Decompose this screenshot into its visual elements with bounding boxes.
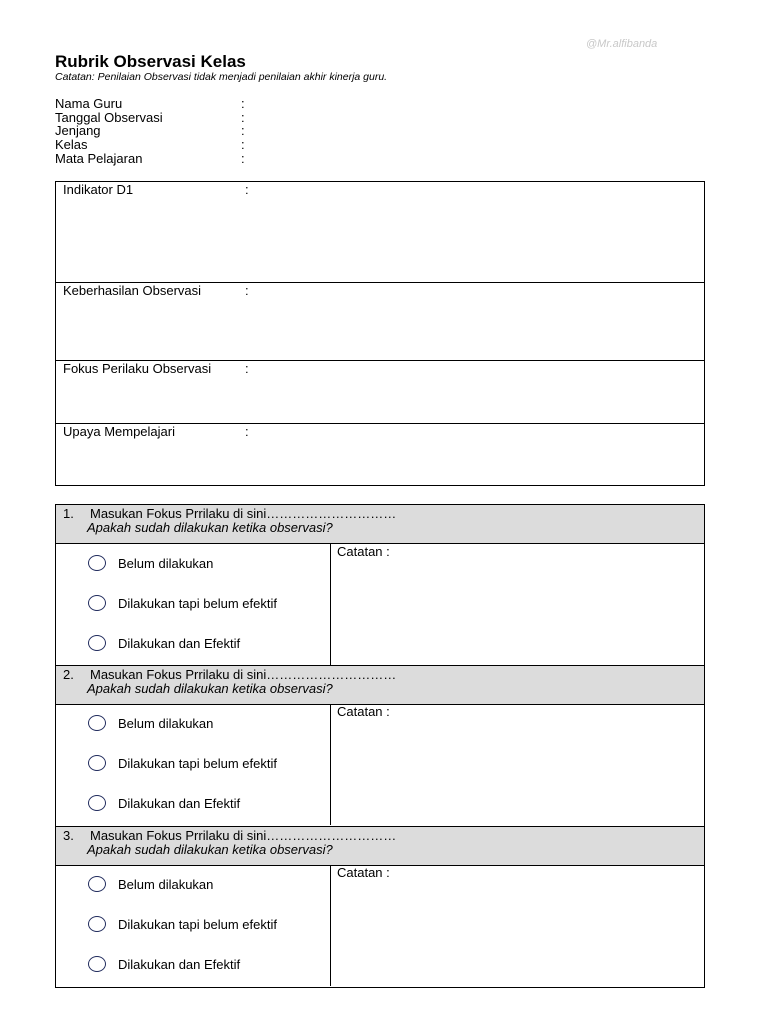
section-colon: : xyxy=(245,361,249,376)
option-label: Dilakukan dan Efektif xyxy=(118,957,241,972)
option-label: Belum dilakukan xyxy=(118,556,214,571)
section-keberhasilan[interactable] xyxy=(56,282,704,360)
item-question: Apakah sudah dilakukan ketika observasi? xyxy=(87,842,333,857)
option-label: Dilakukan dan Efektif xyxy=(118,796,241,811)
column-divider xyxy=(330,544,331,665)
notes-label[interactable]: Catatan : xyxy=(337,704,390,719)
radio-button-icon[interactable] xyxy=(88,755,106,771)
info-colon: : xyxy=(241,96,245,111)
info-label: Nama Guru xyxy=(55,96,123,111)
section-colon: : xyxy=(245,424,249,439)
info-label: Tanggal Observasi xyxy=(55,109,163,125)
item-body xyxy=(56,704,704,825)
item-header xyxy=(56,826,704,866)
info-label: Jenjang xyxy=(55,123,101,139)
section-colon: : xyxy=(245,283,249,298)
section-fokus[interactable] xyxy=(56,360,704,423)
option-label: Dilakukan tapi belum efektif xyxy=(118,756,277,771)
notes-label[interactable]: Catatan : xyxy=(337,865,390,880)
option-label: Dilakukan tapi belum efektif xyxy=(118,596,277,611)
watermark: @Mr.alfibanda xyxy=(586,38,658,50)
item-number: 2. xyxy=(63,667,74,682)
item-question: Apakah sudah dilakukan ketika observasi? xyxy=(87,681,333,696)
option-label: Dilakukan dan Efektif xyxy=(118,636,241,651)
info-colon: : xyxy=(241,123,245,139)
column-divider xyxy=(330,865,331,986)
section-colon: : xyxy=(245,182,249,197)
item-number: 1. xyxy=(63,506,74,521)
item-prompt[interactable]: Masukan Fokus Prrilaku di sini………………………… xyxy=(90,828,397,843)
item-number: 3. xyxy=(63,828,74,843)
info-colon: : xyxy=(241,109,245,125)
item-header xyxy=(56,505,704,544)
radio-button-icon[interactable] xyxy=(88,876,106,892)
section-indikator[interactable] xyxy=(56,182,704,282)
radio-button-icon[interactable] xyxy=(88,595,106,611)
item-body xyxy=(56,544,704,665)
item-question: Apakah sudah dilakukan ketika observasi? xyxy=(87,520,333,535)
item-header xyxy=(56,665,704,705)
info-colon: : xyxy=(241,150,245,166)
section-label: Indikator D1 xyxy=(63,182,134,197)
option-label: Belum dilakukan xyxy=(118,877,214,892)
indicator-box xyxy=(55,181,705,486)
item-body xyxy=(56,865,704,986)
option-label: Belum dilakukan xyxy=(118,716,214,731)
info-colon: : xyxy=(241,137,245,153)
radio-button-icon[interactable] xyxy=(88,795,106,811)
info-label: Kelas xyxy=(55,137,88,153)
column-divider xyxy=(330,704,331,825)
notes-label[interactable]: Catatan : xyxy=(337,544,390,559)
section-upaya[interactable] xyxy=(56,423,704,486)
note: Catatan: Penilaian Observasi tidak menjadi penilaian akhir kinerja guru. xyxy=(55,71,388,83)
radio-button-icon[interactable] xyxy=(88,956,106,972)
item-prompt[interactable]: Masukan Fokus Prrilaku di sini………………………… xyxy=(90,667,397,682)
behavior-checklist xyxy=(55,504,705,988)
section-label: Upaya Mempelajari xyxy=(63,424,175,439)
info-label: Mata Pelajaran xyxy=(55,150,143,166)
radio-button-icon[interactable] xyxy=(88,555,106,571)
item-prompt[interactable]: Masukan Fokus Prrilaku di sini………………………… xyxy=(90,506,397,521)
section-label: Fokus Perilaku Observasi xyxy=(63,361,212,376)
radio-button-icon[interactable] xyxy=(88,635,106,651)
radio-button-icon[interactable] xyxy=(88,916,106,932)
page-title: Rubrik Observasi Kelas xyxy=(55,52,246,71)
option-label: Dilakukan tapi belum efektif xyxy=(118,917,277,932)
section-label: Keberhasilan Observasi xyxy=(63,283,202,298)
radio-button-icon[interactable] xyxy=(88,715,106,731)
